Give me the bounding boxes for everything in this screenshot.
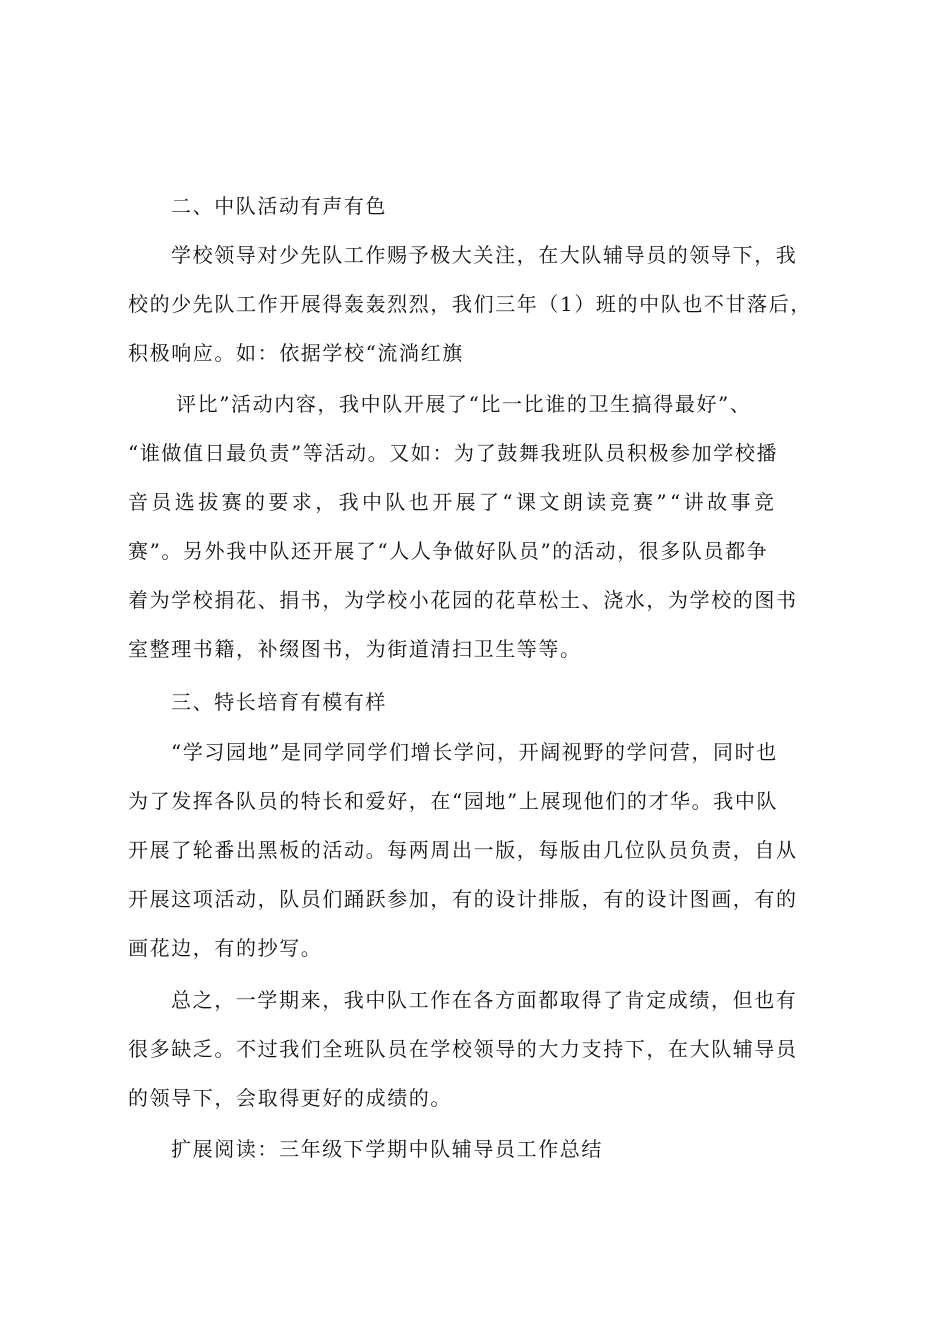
paragraph-line: 积极响应。如：依据学校“流淌红旗: [128, 341, 464, 365]
extended-reading-text: 扩展阅读：三年级下学期中队辅导员工作总结: [171, 1137, 603, 1161]
paragraph-4: [128, 976, 833, 1123]
paragraph-line: 校的少先队工作开展得轰轰烈烈，我们三年（1）班的中队也不甘落后，: [128, 292, 812, 316]
paragraph-line: 着为学校捐花、捐书，为学校小花园的花草松土、浇水，为学校的图书: [128, 588, 798, 612]
paragraph-line: 开展了轮番出黑板的活动。每两周出一版，每版由几位队员负责，自从: [128, 838, 798, 862]
paragraph-line: “学习园地”是同学同学们增长学问，开阔视野的学问营，同时也: [171, 740, 778, 764]
paragraph-line: 很多缺乏。不过我们全班队员在学校领导的大力支持下，在大队辅导员: [128, 1037, 798, 1061]
paragraph-line: 评比”活动内容，我中队开展了“比一比谁的卫生搞得最好”、: [176, 392, 752, 416]
paragraph-line: 赛”。另外我中队还开展了“人人争做好队员”的活动，很多队员都争: [128, 539, 769, 563]
heading-text: 二、中队活动有声有色: [171, 194, 387, 218]
paragraph-line: 音员选拔赛的要求，我中队也开展了“课文朗读竞赛”“讲故事竞: [128, 490, 778, 514]
paragraph-line: 学校领导对少先队工作赐予极大关注，在大队辅导员的领导下，我: [171, 243, 798, 267]
heading-text: 三、特长培育有模有样: [171, 690, 387, 714]
extended-reading: [128, 1125, 833, 1174]
paragraph-line: “谁做值日最负责”等活动。又如：为了鼓舞我班队员积极参加学校播: [128, 441, 779, 465]
paragraph-line: 开展这项活动，队员们踊跃参加，有的设计排版，有的设计图画，有的: [128, 887, 798, 911]
section-heading-2: [128, 182, 833, 231]
paragraph-line: 为了发挥各队员的特长和爱好，在“园地”上展现他们的才华。我中队: [128, 789, 779, 813]
paragraph-line: 总之，一学期来，我中队工作在各方面都取得了肯定成绩，但也有: [171, 988, 798, 1012]
paragraph-line: 画花边，有的抄写。: [128, 936, 323, 960]
paragraph-line: 室整理书籍，补缀图书，为街道清扫卫生等等。: [128, 637, 582, 661]
paragraph-1: [128, 231, 833, 378]
paragraph-line: 的领导下，会取得更好的成绩的。: [128, 1086, 452, 1110]
section-heading-3: [128, 678, 833, 727]
paragraph-3: [128, 728, 833, 973]
paragraph-2: [128, 380, 833, 674]
